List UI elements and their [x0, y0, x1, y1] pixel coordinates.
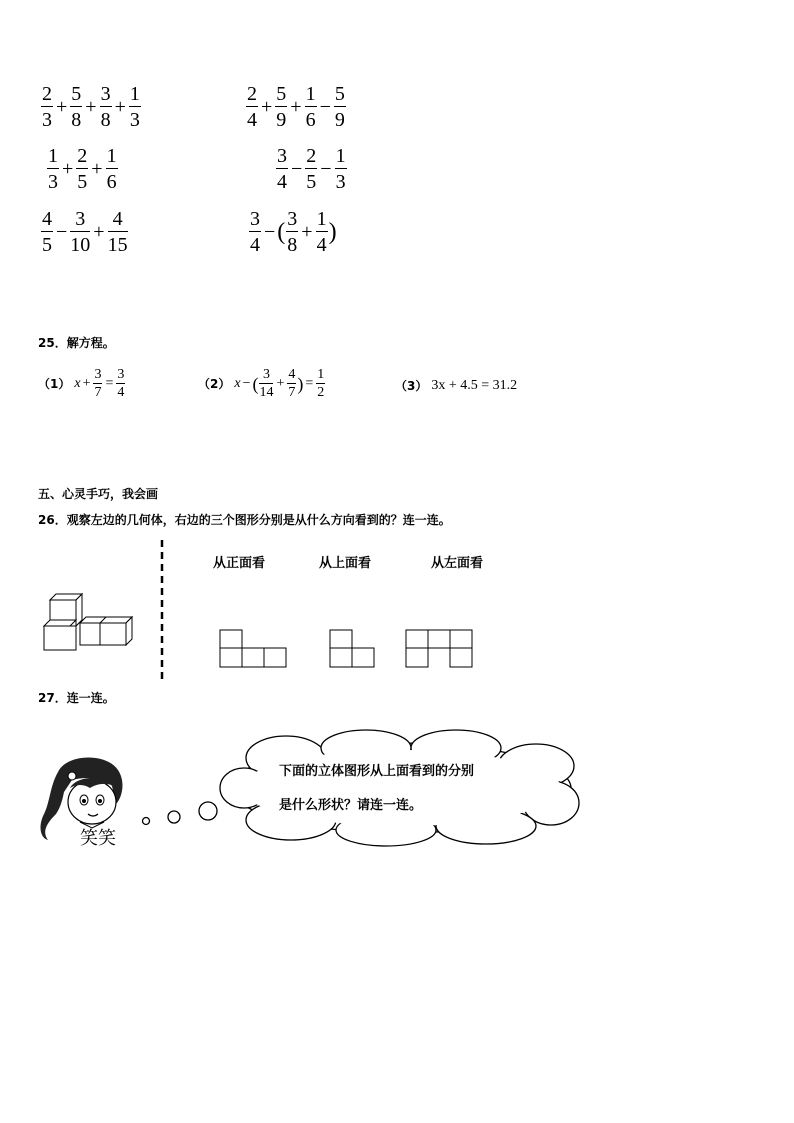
calc-expression-2	[245, 84, 347, 130]
operator: +	[114, 96, 126, 119]
numerator: 2	[77, 145, 88, 167]
calc-expression-5	[40, 209, 129, 255]
numerator: 2	[42, 83, 52, 105]
denominator: 14	[259, 385, 274, 400]
equals-sign: =	[305, 376, 314, 391]
equation-1	[38, 368, 126, 400]
numerator: 1	[335, 145, 346, 167]
numerator: 3	[100, 83, 111, 105]
fraction	[316, 368, 325, 400]
numerator: 3	[250, 208, 260, 230]
numerator: 1	[316, 208, 327, 230]
fraction	[276, 146, 288, 192]
denominator: 3	[48, 171, 58, 194]
operator: −	[242, 376, 251, 391]
denominator: 9	[276, 109, 287, 132]
equation-label: （1）	[38, 377, 71, 391]
calc-expression-1	[40, 84, 142, 130]
numerator: 2	[306, 145, 317, 167]
fraction	[76, 146, 88, 192]
numerator: 1	[305, 83, 316, 105]
denominator: 3	[129, 109, 140, 132]
numerator: 3	[94, 367, 102, 382]
view-label-front: 从正面看	[213, 556, 266, 571]
right-paren: )	[328, 219, 337, 246]
denominator: 6	[305, 109, 316, 132]
denominator: 5	[77, 171, 88, 194]
equation-label: （2）	[198, 377, 231, 391]
fraction	[287, 368, 296, 400]
fraction	[116, 368, 125, 400]
operator: −	[56, 221, 68, 244]
fraction	[108, 209, 128, 255]
numerator: 3	[287, 208, 298, 230]
variable: x	[234, 376, 241, 391]
variable: x	[74, 376, 81, 391]
operator: +	[62, 158, 74, 181]
numerator: 1	[48, 145, 58, 167]
equals-sign: =	[105, 376, 114, 391]
denominator: 8	[287, 234, 298, 257]
numerator: 3	[262, 367, 270, 382]
numerator: 5	[276, 83, 287, 105]
numerator: 4	[288, 367, 296, 382]
operator: +	[56, 96, 68, 119]
numerator: 1	[106, 145, 117, 167]
left-paren: (	[252, 374, 259, 394]
fraction	[249, 209, 261, 255]
numerator: 5	[334, 83, 345, 105]
numerator: 1	[129, 83, 140, 105]
operator: +	[93, 221, 105, 244]
denominator: 4	[316, 234, 327, 257]
right-paren: )	[297, 374, 304, 394]
cloud-text-line-2: 是什么形状？请连一连。	[279, 798, 423, 813]
operator: +	[301, 221, 313, 244]
question-25-title: 25．解方程。	[38, 336, 115, 350]
denominator: 4	[250, 234, 260, 257]
denominator: 4	[247, 109, 257, 132]
fraction	[47, 146, 59, 192]
numerator: 3	[117, 367, 125, 382]
fraction	[41, 209, 53, 255]
view-label-left: 从左面看	[431, 556, 484, 571]
cube-solid-figure	[40, 590, 144, 656]
fraction	[100, 84, 112, 130]
denominator: 3	[42, 109, 52, 132]
equation-text: 3x + 4.5 = 31.2	[431, 378, 518, 393]
fraction	[93, 368, 102, 400]
view-label-top: 从上面看	[319, 556, 372, 571]
numerator: 3	[75, 208, 86, 230]
character-name: 笑笑	[80, 828, 116, 849]
denominator: 10	[70, 234, 91, 257]
denominator: 2	[317, 385, 325, 400]
fraction	[129, 84, 141, 130]
equation-label: （3）	[395, 379, 428, 393]
operator: −	[264, 221, 276, 244]
denominator: 4	[117, 385, 125, 400]
fraction	[70, 84, 82, 130]
thought-bubbles	[138, 798, 222, 832]
denominator: 3	[335, 171, 346, 194]
denominator: 5	[42, 234, 52, 257]
operator: +	[261, 96, 273, 119]
view-shape-2	[329, 629, 377, 669]
fraction	[275, 84, 287, 130]
question-27-title: 27．连一连。	[38, 691, 115, 705]
fraction	[305, 84, 317, 130]
denominator: 8	[71, 109, 82, 132]
fraction	[246, 84, 258, 130]
denominator: 7	[94, 385, 102, 400]
dashed-divider	[159, 540, 165, 680]
operator: −	[319, 96, 331, 119]
calc-expression-6	[248, 209, 337, 255]
operator: +	[290, 96, 302, 119]
denominator: 4	[277, 171, 287, 194]
numerator: 1	[317, 367, 325, 382]
numerator: 4	[112, 208, 123, 230]
equation-3	[395, 379, 517, 393]
operator: −	[320, 158, 332, 181]
operator: +	[85, 96, 97, 119]
fraction	[316, 209, 328, 255]
numerator: 2	[247, 83, 257, 105]
denominator: 9	[334, 109, 345, 132]
operator: +	[276, 376, 285, 391]
section-5-title: 五、心灵手巧，我会画	[38, 487, 159, 501]
denominator: 15	[107, 234, 128, 257]
fraction	[334, 84, 346, 130]
numerator: 5	[71, 83, 82, 105]
denominator: 7	[288, 385, 296, 400]
fraction	[70, 209, 90, 255]
denominator: 8	[100, 109, 111, 132]
fraction	[259, 368, 273, 400]
cloud-text-line-1: 下面的立体图形从上面看到的分别	[279, 764, 475, 779]
view-shape-3	[405, 629, 475, 669]
calc-expression-3	[46, 146, 119, 192]
operator: +	[91, 158, 103, 181]
calc-expression-4	[275, 146, 348, 192]
operator: −	[291, 158, 303, 181]
denominator: 5	[306, 171, 317, 194]
view-shape-1	[219, 629, 289, 669]
equation-2	[198, 368, 326, 400]
numerator: 4	[42, 208, 52, 230]
fraction	[335, 146, 347, 192]
question-26-title: 26．观察左边的几何体，右边的三个图形分别是从什么方向看到的？连一连。	[38, 513, 451, 527]
thought-cloud	[216, 728, 586, 848]
left-paren: (	[277, 219, 286, 246]
fraction	[286, 209, 298, 255]
fraction	[106, 146, 118, 192]
operator: +	[82, 376, 91, 391]
denominator: 6	[106, 171, 117, 194]
numerator: 3	[277, 145, 287, 167]
fraction	[41, 84, 53, 130]
fraction	[305, 146, 317, 192]
